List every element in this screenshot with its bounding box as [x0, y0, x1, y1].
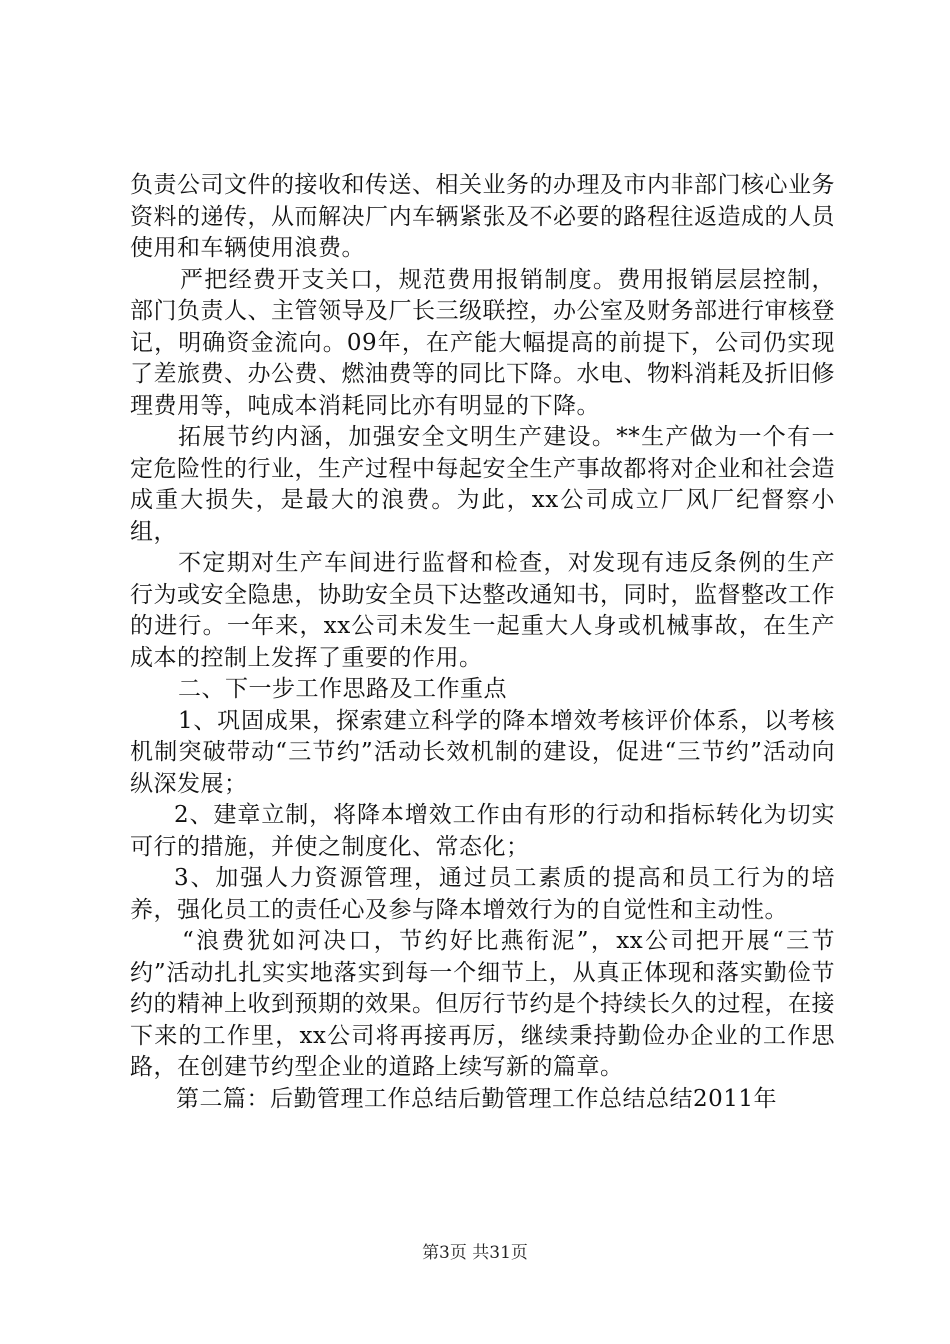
next-chapter-heading: 第二篇：后勤管理工作总结后勤管理工作总结总结2011年: [176, 1085, 778, 1112]
paragraph-2: 严把经费开支关口，规范费用报销制度。费用报销层层控制，部门负责人、主管领导及厂长三级联控，办公室及财务部进行审核登记，明确资金流向。09年，在产能大幅提高的前提下，公司仍实现了差旅费、办公费、燃油费等的同比下降。水电、物料消耗及折旧修理费用等，吨成本消耗同比亦有明显的下降。: [130, 266, 835, 419]
paragraph-1: 负责公司文件的接收和传送、相关业务的办理及市内非部门核心业务资料的递传，从而解决厂内车辆紧张及不必要的路程往返造成的人员使用和车辆使用浪费。: [130, 172, 835, 261]
section-heading: 二、下一步工作思路及工作重点: [178, 676, 507, 702]
page-number: 第3页 共31页: [422, 1243, 528, 1263]
list-item-2: 2、建章立制，将降本增效工作由有形的行动和指标转化为切实可行的措施，并使之制度化、常态化；: [130, 802, 835, 860]
paragraph-closing: “浪费犹如河决口，节约好比燕衔泥”，xx公司把开展“三节约”活动扎扎实实地落实到每一个细节上，从真正体现和落实勤俭节约的精神上收到预期的效果。但厉行节约是个持续长久的过程，在接下来的工作里，xx公司将再接再厉，继续秉持勤俭办企业的工作思路，在创建节约型企业的道路上续写新的篇章。: [130, 928, 835, 1080]
list-item-1: 1、巩固成果，探索建立科学的降本增效考核评价体系，以考核机制突破带动“三节约”活动长效机制的建设，促进“三节约”活动向纵深发展；: [130, 707, 835, 797]
paragraph-4: 不定期对生产车间进行监督和检查，对发现有违反条例的生产行为或安全隐患，协助安全员下达整改通知书，同时，监督整改工作的进行。一年来，xx公司未发生一起重大人身或机械事故，在生产成本的控制上发挥了重要的作用。: [130, 550, 835, 671]
list-item-3: 3、加强人力资源管理，通过员工素质的提高和员工行为的培养，强化员工的责任心及参与降本增效行为的自觉性和主动性。: [130, 865, 835, 923]
document-body: [130, 170, 835, 1115]
paragraph-3: 拓展节约内涵，加强安全文明生产建设。**生产做为一个有一定危险性的行业，生产过程中每起安全生产事故都将对企业和社会造成重大损失，是最大的浪费。为此，xx公司成立厂风厂纪督察小组，: [130, 424, 835, 545]
